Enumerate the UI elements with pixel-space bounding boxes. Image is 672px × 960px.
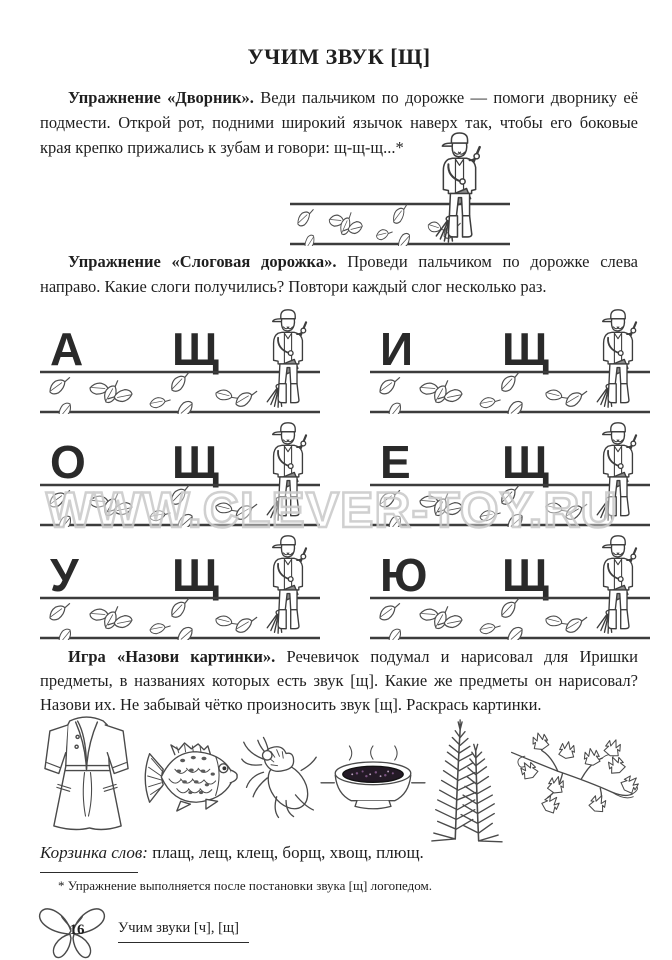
- footnote-divider: [40, 872, 138, 873]
- borscht-picture: [321, 745, 425, 813]
- janitor-illustration: [260, 308, 316, 409]
- syllable-consonant: Щ: [502, 436, 549, 488]
- syllable-consonant: Щ: [502, 549, 549, 601]
- game-nazovi-lead: Игра «Назови картинки».: [68, 647, 276, 666]
- janitor-illustration: [590, 421, 646, 522]
- syllable-row-e: [370, 414, 650, 527]
- syllable-grid: [40, 301, 638, 640]
- janitor-scene: [40, 162, 638, 246]
- janitor-illustration: [590, 534, 646, 635]
- ivy-picture: [506, 733, 638, 819]
- word-basket-lead: Корзинка слов:: [40, 843, 148, 862]
- page-title: УЧИМ ЗВУК [Щ]: [247, 44, 431, 69]
- syllable-vowel: Е: [380, 436, 411, 488]
- janitor-illustration: [428, 131, 491, 244]
- site-watermark: WWW.CLEVER-TOY.RU: [46, 482, 618, 538]
- exercise-slogovaya-text: Проведи пальчиком по дорожке слева направо. Какие слоги получились? Повтори каждый слог несколько раз.: [40, 252, 639, 296]
- page-footer: [40, 902, 638, 960]
- janitor-illustration: [590, 308, 646, 409]
- word-basket-line: [40, 843, 638, 863]
- word-basket-words: плащ, лещ, клещ, борщ, хвощ, плющ.: [152, 843, 424, 862]
- footnote-text: * Упражнение выполняется после постановки звука [щ] логопедом.: [58, 878, 432, 893]
- horsetail-picture: [426, 711, 504, 845]
- book-page: [0, 44, 672, 960]
- game-nazovi-paragraph: [40, 645, 638, 717]
- exercise-slogovaya-paragraph: [40, 249, 638, 299]
- syllable-row-i: [370, 301, 650, 414]
- syllable-vowel: И: [380, 323, 414, 375]
- exercise-dvornik-text: Веди пальчиком по дорожке — помоги дворнику её подмести. Открой рот, подними широкий язычок наверх так, чтобы его боковые края крепко прижались к зубам и говори: щ-щ-щ...*: [40, 88, 639, 157]
- exercise-dvornik-paragraph: [40, 85, 638, 160]
- pictures-row: [40, 711, 638, 831]
- syllable-vowel: О: [50, 436, 86, 488]
- syllable-row-o: [40, 414, 320, 527]
- series-title: Учим звуки [ч], [щ]: [118, 920, 249, 943]
- robe-picture: [40, 711, 134, 835]
- syllable-row-yu: [370, 527, 650, 640]
- game-nazovi-text: Речевичок подумал и нарисовал для Иришки предметы, в названиях которых есть звук [щ]. Какие же предметы он нарисовал? Назови их. Не забывай чётко произносить звук [щ]. Раскрась картинки.: [40, 647, 638, 714]
- janitor-illustration: [260, 534, 316, 635]
- janitor-illustration: [260, 421, 316, 522]
- tick-picture: [239, 733, 319, 821]
- bream-fish-picture: [136, 741, 238, 813]
- exercise-slogovaya-lead: Упражнение «Слоговая дорожка».: [68, 252, 337, 271]
- syllable-consonant: Щ: [502, 323, 549, 375]
- syllable-row-a: [40, 301, 320, 414]
- page-number: 16: [69, 922, 85, 938]
- syllable-consonant: Щ: [172, 323, 219, 375]
- syllable-consonant: Щ: [172, 436, 219, 488]
- exercise-dvornik-lead: Упражнение «Дворник».: [68, 88, 254, 107]
- syllable-row-u: [40, 527, 320, 640]
- syllable-vowel: Ю: [380, 549, 428, 601]
- syllable-vowel: А: [50, 323, 84, 375]
- syllable-consonant: Щ: [172, 549, 219, 601]
- syllable-vowel: У: [50, 549, 79, 601]
